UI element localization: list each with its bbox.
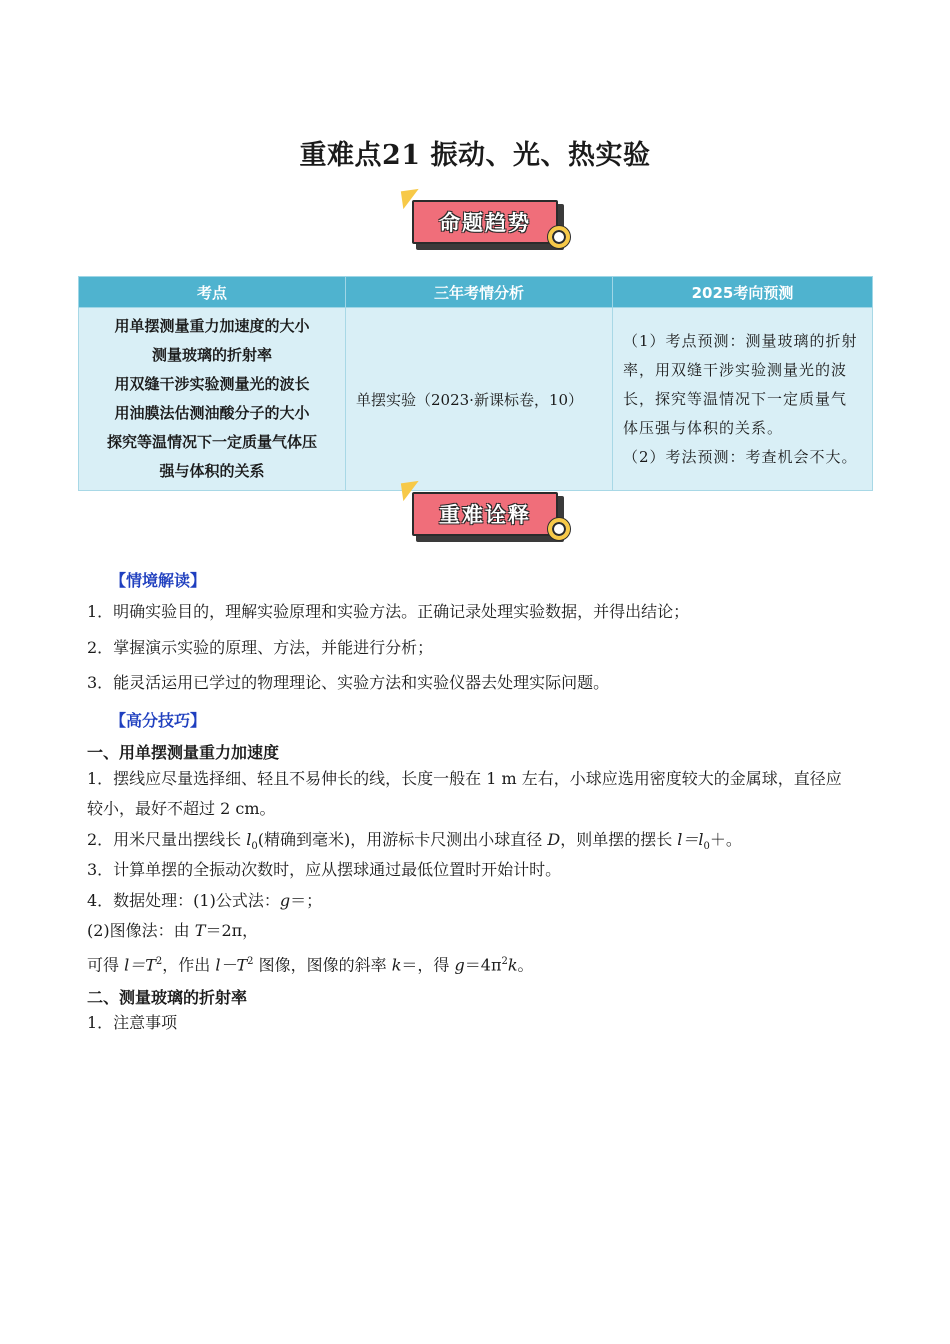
- banner-trend-label: 命题趋势: [412, 200, 558, 244]
- paragraph: [87, 916, 877, 946]
- var-D: D: [547, 830, 561, 849]
- var-k: k: [507, 955, 518, 975]
- text: 可得: [87, 955, 125, 975]
- list-item: 2．掌握演示实验的原理、方法，并能进行分析；: [87, 638, 434, 657]
- var-T: T: [194, 921, 206, 940]
- formula: l－T: [215, 955, 248, 975]
- trend-table: [78, 276, 873, 491]
- page-title: 重难点21 振动、光、热实验: [299, 140, 651, 171]
- topic-line: 测量玻璃的折射率: [151, 346, 272, 364]
- ring-icon: [548, 518, 570, 540]
- forecast-line: （1）考点预测：测量玻璃的折射: [623, 331, 858, 350]
- section-heading-context: 【情境解读】: [110, 571, 207, 590]
- text: 图像，图像的斜率: [253, 955, 392, 975]
- table-header: 三年考情分析: [346, 277, 613, 308]
- text: ＝2π，: [205, 921, 259, 940]
- topic-line: 用双缝干涉实验测量光的波长: [114, 375, 310, 393]
- text: ，作出: [162, 955, 216, 975]
- text: ＝，得: [401, 955, 455, 975]
- banner-explain: [408, 488, 578, 554]
- paragraph: 1．摆线应尽量选择细、轻且不易伸长的线，长度一般在 1 m 左右，小球应选用密度较大的金属球，直径应: [87, 769, 842, 788]
- paragraph: 可得 $l=T^2$，作出 $l-T^2$ 图像，图像的斜率 k＝，得 $g=4\pi^2k$。: [87, 955, 534, 975]
- paragraph: 2．用米尺量出摆线长 $l_0$(精确到毫米)，用游标卡尺测出小球直径 D，则单摆的摆长 $l=l_0+$。: [87, 830, 742, 853]
- list-item: 3．能灵活运用已学过的物理理论、实验方法和实验仪器去处理实际问题。: [87, 673, 610, 692]
- var-g: g: [279, 891, 291, 910]
- formula: l＝l: [677, 830, 704, 849]
- table-header: 2025考向预测: [613, 277, 873, 308]
- topic-line: 用单摆测量重力加速度的大小: [114, 317, 310, 335]
- text: 2．用米尺量出摆线长: [87, 830, 247, 849]
- banner-explain-label: 重难诠释: [412, 492, 558, 536]
- analysis-cell: 单摆实验（2023·新课标卷，10）: [346, 308, 613, 491]
- text: (2)图像法：由: [87, 921, 195, 940]
- text: (精确到毫米)，用游标卡尺测出小球直径: [257, 830, 548, 849]
- flag-icon: [401, 481, 421, 501]
- paragraph: 较小，最好不超过 2 cm。: [87, 799, 276, 818]
- forecast-line: 体压强与体积的关系。: [623, 418, 784, 437]
- text: 。: [517, 955, 534, 975]
- topics-cell: [79, 308, 346, 491]
- forecast-cell: [613, 308, 873, 491]
- text: ＋。: [709, 830, 742, 849]
- var-l: l: [246, 830, 252, 849]
- forecast-line: 长，探究等温情况下一定质量气: [623, 389, 848, 408]
- subheading-refraction: 二、测量玻璃的折射率: [87, 988, 248, 1007]
- forecast-line: 率，用双缝干涉实验测量光的波: [623, 360, 848, 379]
- list-item: 1．明确实验目的，理解实验原理和实验方法。正确记录处理实验数据，并得出结论；: [87, 602, 690, 621]
- text: ＝；: [290, 891, 323, 910]
- text: 4．数据处理：(1)公式法：: [87, 891, 280, 910]
- topic-line: 用油膜法估测油酸分子的大小: [114, 404, 310, 422]
- forecast-line: （2）考法预测：考查机会不大。: [623, 447, 858, 466]
- text: ＝4π: [464, 955, 502, 975]
- var-g: g: [454, 955, 465, 975]
- ring-icon: [548, 226, 570, 248]
- var-k: k: [391, 955, 402, 975]
- flag-icon: [401, 189, 421, 209]
- section-heading-tips: 【高分技巧】: [110, 711, 207, 730]
- table-header: 考点: [79, 277, 346, 308]
- topic-line: 探究等温情况下一定质量气体压: [106, 433, 317, 451]
- topic-line: 强与体积的关系: [159, 462, 265, 480]
- paragraph: 3．计算单摆的全振动次数时，应从摆球通过最低位置时开始计时。: [87, 860, 562, 879]
- formula: l＝T: [124, 955, 156, 975]
- paragraph: 1．注意事项: [87, 1013, 178, 1032]
- text: ，则单摆的摆长: [560, 830, 678, 849]
- subheading-pendulum: 一、用单摆测量重力加速度: [87, 743, 280, 762]
- paragraph: [87, 886, 877, 916]
- banner-trend: [408, 196, 578, 262]
